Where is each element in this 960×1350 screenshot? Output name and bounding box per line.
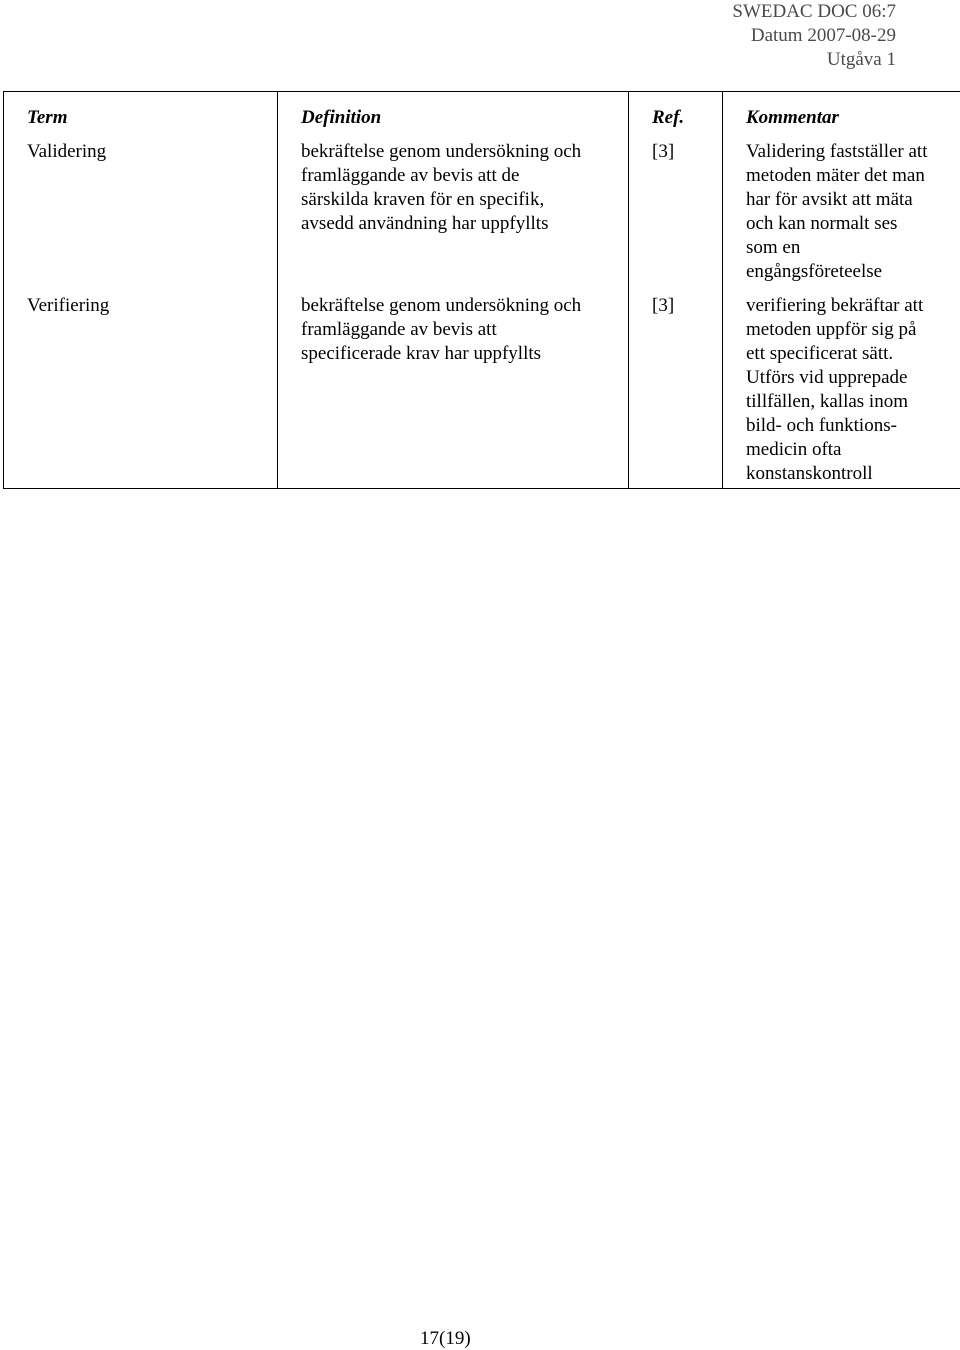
ref-cell: [3] bbox=[629, 284, 723, 489]
table-header-row bbox=[4, 92, 960, 131]
column-header-comment: Kommentar bbox=[723, 92, 960, 131]
terms-table bbox=[3, 91, 960, 489]
column-header-definition: Definition bbox=[278, 92, 629, 131]
definition-cell: bekräftelse genom undersökning och framläggande av bevis att specificerade krav har uppfyllts bbox=[278, 284, 629, 489]
term-cell: Verifiering bbox=[4, 284, 278, 489]
definition-cell: bekräftelse genom undersökning och framläggande av bevis att de särskilda kraven för en specifik, avsedd användning har uppfyllts bbox=[278, 130, 629, 284]
document-date: Datum 2007-08-29 bbox=[732, 24, 896, 48]
document-id: SWEDAC DOC 06:7 bbox=[732, 0, 896, 24]
column-header-term: Term bbox=[4, 92, 278, 131]
term-cell: Validering bbox=[4, 130, 278, 284]
page-number: 17(19) bbox=[420, 1328, 471, 1350]
table-row bbox=[4, 284, 960, 489]
document-edition: Utgåva 1 bbox=[732, 48, 896, 72]
comment-cell: Validering fastställer att metoden mäter det man har för avsikt att mäta och kan normalt ses som en engångsföreteelse bbox=[723, 130, 960, 284]
table-row bbox=[4, 130, 960, 284]
column-header-ref: Ref. bbox=[629, 92, 723, 131]
document-header bbox=[732, 0, 896, 72]
ref-cell: [3] bbox=[629, 130, 723, 284]
comment-cell: verifiering bekräftar att metoden uppför sig på ett specificerat sätt. Utförs vid upprepade tillfällen, kallas inom bild- och funktions- medicin ofta konstanskontroll bbox=[723, 284, 960, 489]
